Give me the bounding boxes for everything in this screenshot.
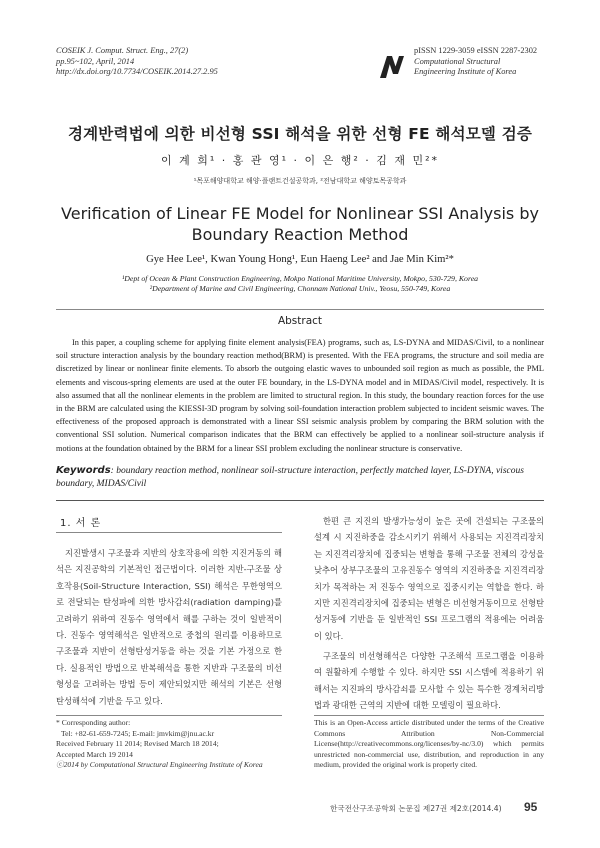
intro-paragraph-1: 지진발생시 구조물과 지반의 상호작용에 의한 지진거동의 해석은 지진공학의 기본적인 접근법이다. 이러한 지반-구조물 상호작용(Soil-Structure Interaction, SSI) 해석은 무한영역으로 전달되는 탄성파에 의한 방사감쇠(radiation damping)를 고려하기 위하여 진동수 영역에서 해를 구하는 것이 일반적이다. 진동수 영역해석은 일반적으로 중첩의 원리를 이용하므로 구조물과 지반이 선형탄성거동을 하는 것을 기본 가정으로 한다. 실용적인 방법으로 반복해석을 통한 지반과 구조물의 비선형성을 고려하는 방법 등이 제안되었지만 해석의 기본은 선형탄성해석에 기반을 두고 있다.	[56, 548, 282, 706]
corresponding-author: * Corresponding author:	[56, 718, 131, 727]
page-number: 95	[524, 800, 538, 814]
footnote-left	[56, 718, 286, 771]
footnote-rule-left	[56, 715, 282, 716]
english-title-line-1: Verification of Linear FE Model for Nonlinear SSI Analysis by	[61, 204, 539, 223]
section-rule	[56, 532, 282, 533]
journal-line: COSEIK J. Comput. Struct. Eng., 27(2)	[56, 46, 189, 55]
abstract-heading: Abstract	[277, 315, 323, 327]
intro-paragraph-2: 한편 큰 지진의 발생가능성이 높은 곳에 건설되는 구조물의 설계 시 지진하중을 감소시키기 위해서 사용되는 지진격리장치는 지진격리장치에 집중되는 변형을 통해 구조물 전체의 강성을 낮추어 상부구조물의 고유진동수 영역의 지진하중을 지진격리장치가 목적하는 저 진동수 영역으로 집중시키는 역할을 한다. 하지만 지진격리장치에 집중되는 변형은 비선형거동이므로 선형탄성거동에 기반을 둔 일반적인 SSI 프로그램의 적용에는 어려움이 있다.	[314, 516, 544, 641]
keywords-bottom-rule	[56, 500, 544, 501]
issn-line: pISSN 1229-3059 eISSN 2287-2302	[414, 46, 538, 55]
affiliation-2: ²Department of Marine and Civil Engineering, Chonnam National Univ., Yeosu, 550-749, Korea	[149, 284, 451, 293]
english-title	[0, 203, 600, 245]
contact-info: Tel: +82-61-659-7245; E-mail: jmvkim@jnu.ac.kr	[61, 728, 215, 738]
accepted-date: Accepted March 19 2014	[56, 749, 133, 759]
footnote-rule-right	[314, 715, 544, 716]
pages-line: pp.95~102, April, 2014	[56, 56, 135, 66]
copyright: ⓒ2014 by Computational Structural Engineering Institute of Korea	[56, 760, 263, 770]
korean-title: 경계반력법에 의한 비선형 SSI 해석을 위한 선형 FE 해석모델 검증	[67, 125, 533, 143]
affiliation-1: ¹Dept of Ocean & Plant Construction Engineering, Mokpo National Maritime University, Mokpo, 530-729, Korea	[121, 274, 479, 283]
abstract-text: In this paper, a coupling scheme for applying finite element analysis(FEA) programs, such as, LS-DYNA and MIDAS/Civil, to a nonlinear soil structure interaction analysis by the boundary reaction method(BRM) is presented. With the FEA programs, the structure and soil media are discretized by linear or nonlinear finite elements. To absorb the outgoing elastic waves to unbounded soil region as much as possible, the PML elements and viscous-spring elements are used at the outer FE boundary, in the LS-DYNA model and in MIDAS/Civil model, respectively. It is also assumed that all the nonlinear elements in the problem are limited to structural region. In this study, the boundary reaction forces for the use in the BRM are calculated using the KIESSI-3D program by solving soil-foundation interaction problem subjected to incident seismic waves. The effectiveness of the proposed approach is demonstrated with a linear SSI seismic analysis problem by comparing the BRM solution with the conventional SSI solution. Numerical comparison indicates that the BRM can effectively be applied to a nonlinear soil-structure analysis if motions at the foundation obtained by the BRM for a linear SSI problem excluding the nonlinear structure is conservative.	[56, 338, 544, 453]
doi-line: http://dx.doi.org/10.7734/COSEIK.2014.27.2.95	[56, 67, 218, 76]
received-date: Received February 11 2014; Revised March 18 2014;	[56, 739, 219, 749]
english-affiliations	[0, 274, 600, 294]
keywords-label: Keywords	[56, 465, 111, 476]
keywords	[56, 464, 544, 491]
journal-citation	[56, 46, 218, 78]
korean-authors: 이 계 희¹ · 홍 관 영¹ · 이 은 행² · 김 재 민²*	[160, 154, 440, 167]
journal-logo-icon	[378, 54, 406, 80]
korean-affiliations: ¹목포해양대학교 해양·플랜트건설공학과, ²전남대학교 해양토목공학과	[193, 177, 407, 185]
abstract-top-rule	[56, 309, 544, 310]
journal-issn	[414, 46, 537, 78]
publisher-line-1: Computational Structural	[414, 56, 501, 66]
intro-paragraph-3: 구조물의 비선형해석은 다양한 구조해석 프로그램을 이용하여 원활하게 수행할 수 있다. 하지만 SSI 시스템에 적용하기 위해서는 지진파의 방사감쇠를 모사할 수 있는 특수한 경계처리방법과 광대한 근역의 지반에 대한 모델링이 필요하다.	[314, 651, 544, 711]
keywords-list: : boundary reaction method, nonlinear soil-structure interaction, perfectly matched layer, LS-DYNA, viscous boundary, MIDAS/Civil	[56, 466, 524, 489]
page-footer: 한국전산구조공학회 논문집 제27권 제2호(2014.4)	[330, 804, 502, 813]
publisher-line-2: Engineering Institute of Korea	[414, 67, 517, 76]
english-authors: Gye Hee Lee¹, Kwan Young Hong¹, Eun Haeng Lee² and Jae Min Kim²*	[146, 254, 454, 265]
english-title-line-2: Boundary Reaction Method	[191, 225, 409, 244]
open-access-notice: This is an Open-Access article distributed under the terms of the Creative Commons Attribution Non-Commercial License(http://creativecommons.org/licenses/by-nc/3.0) which permits unrestricted non-commercial use, distribution, and reproduction in any medium, provided the original work is properly cited.	[314, 718, 544, 770]
section-heading-introduction: 1. 서 론	[60, 518, 102, 529]
